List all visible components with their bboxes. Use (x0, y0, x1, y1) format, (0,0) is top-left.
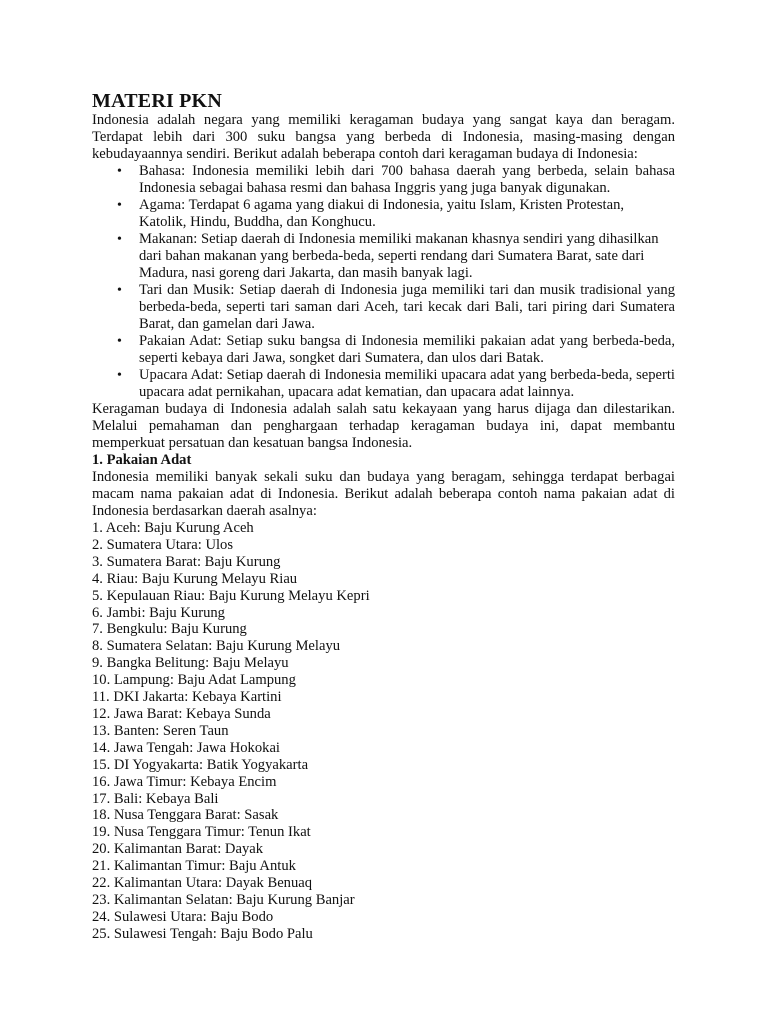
list-item: 2. Sumatera Utara: Ulos (92, 536, 234, 553)
list-item: 4. Riau: Baju Kurung Melayu Riau (92, 570, 298, 587)
bullet-item-agama: • Agama: Terdapat 6 agama yang diakui di Indonesia, yaitu Islam, Kristen Protestan, Katolik, Hindu, Buddha, dan Konghucu. (92, 197, 675, 231)
culture-bullet-list (92, 163, 675, 401)
list-item: 22. Kalimantan Utara: Dayak Benuaq (92, 875, 313, 892)
list-item: 17. Bali: Kebaya Bali (92, 790, 219, 807)
list-item: 20. Kalimantan Barat: Dayak (92, 841, 264, 858)
list-item: 18. Nusa Tenggara Barat: Sasak (92, 807, 279, 824)
document-body (92, 88, 675, 943)
list-item: 3. Sumatera Barat: Baju Kurung (92, 553, 281, 570)
list-item: 19. Nusa Tenggara Timur: Tenun Ikat (92, 824, 311, 841)
intro-paragraph: Indonesia adalah negara yang memiliki keragaman budaya yang sangat kaya dan beragam. Terdapat lebih dari 300 suku bangsa yang berbeda di Indonesia, masing-masing dengan kebudayaannya sendiri. Berikut adalah beberapa contoh dari keragaman budaya di Indonesia: (92, 112, 675, 162)
list-item: 1. Aceh: Baju Kurung Aceh (92, 520, 254, 536)
bullet-item-pakaian-adat: • Pakaian Adat: Setiap suku bangsa di Indonesia memiliki pakaian adat yang berbeda-beda, seperti kebaya dari Jawa, songket dari Sumatera, dan ulos dari Batak. (92, 333, 675, 367)
list-item: 15. DI Yogyakarta: Batik Yogyakarta (92, 756, 309, 773)
page-title: MATERI PKN (92, 90, 222, 112)
list-item: 13. Banten: Seren Taun (92, 722, 229, 739)
bullet-item-upacara-adat: • Upacara Adat: Setiap daerah di Indonesia memiliki upacara adat yang berbeda-beda, seperti upacara adat pernikahan, upacara adat kematian, dan upacara adat lainnya. (92, 367, 675, 401)
pakaian-adat-list (92, 520, 675, 943)
list-item: 10. Lampung: Baju Adat Lampung (92, 672, 296, 689)
section-heading-pakaian-adat: 1. Pakaian Adat (92, 452, 192, 468)
bullet-item-bahasa: • Bahasa: Indonesia memiliki lebih dari 700 bahasa daerah yang berbeda, selain bahasa Indonesia sebagai bahasa resmi dan bahasa Inggris yang juga banyak digunakan. (92, 163, 675, 197)
section-intro-paragraph: Indonesia memiliki banyak sekali suku dan budaya yang beragam, sehingga terdapat berbagai macam nama pakaian adat di Indonesia. Berikut adalah beberapa contoh nama pakaian adat di Indonesia berdasarkan daerah asalnya: (92, 469, 675, 519)
list-item: 9. Bangka Belitung: Baju Melayu (92, 655, 289, 672)
list-item: 12. Jawa Barat: Kebaya Sunda (92, 705, 271, 722)
bullet-item-tari-musik: • Tari dan Musik: Setiap daerah di Indonesia juga memiliki tari dan musik tradisional yang berbeda-beda, seperti tari saman dari Aceh, tari kecak dari Bali, tari piring dari Sumatera Barat, dan gamelan dari Jawa. (92, 282, 675, 333)
list-item: 23. Kalimantan Selatan: Baju Kurung Banjar (92, 891, 355, 908)
list-item: 5. Kepulauan Riau: Baju Kurung Melayu Kepri (92, 587, 370, 604)
list-item: 14. Jawa Tengah: Jawa Hokokai (92, 739, 280, 756)
list-item: 16. Jawa Timur: Kebaya Encim (92, 773, 277, 790)
bullet-item-makanan: • Makanan: Setiap daerah di Indonesia memiliki makanan khasnya sendiri yang dihasilkan dari bahan makanan yang berbeda-beda, seperti rendang dari Sumatera Barat, sate dari Madura, nasi goreng dari Jakarta, dan masih banyak lagi. (92, 231, 675, 282)
list-item: 6. Jambi: Baju Kurung (92, 604, 225, 621)
list-item: 21. Kalimantan Timur: Baju Antuk (92, 858, 296, 875)
list-item: 24. Sulawesi Utara: Baju Bodo (92, 908, 274, 925)
list-item: 25. Sulawesi Tengah: Baju Bodo Palu (92, 925, 313, 942)
list-item: 7. Bengkulu: Baju Kurung (92, 621, 247, 638)
closing-paragraph: Keragaman budaya di Indonesia adalah salah satu kekayaan yang harus dijaga dan dilestarikan. Melalui pemahaman dan penghargaan terhadap keragaman budaya ini, dapat membantu memperkuat persatuan dan kesatuan bangsa Indonesia. (92, 401, 675, 451)
list-item: 11. DKI Jakarta: Kebaya Kartini (92, 689, 282, 706)
list-item: 8. Sumatera Selatan: Baju Kurung Melayu (92, 638, 341, 655)
